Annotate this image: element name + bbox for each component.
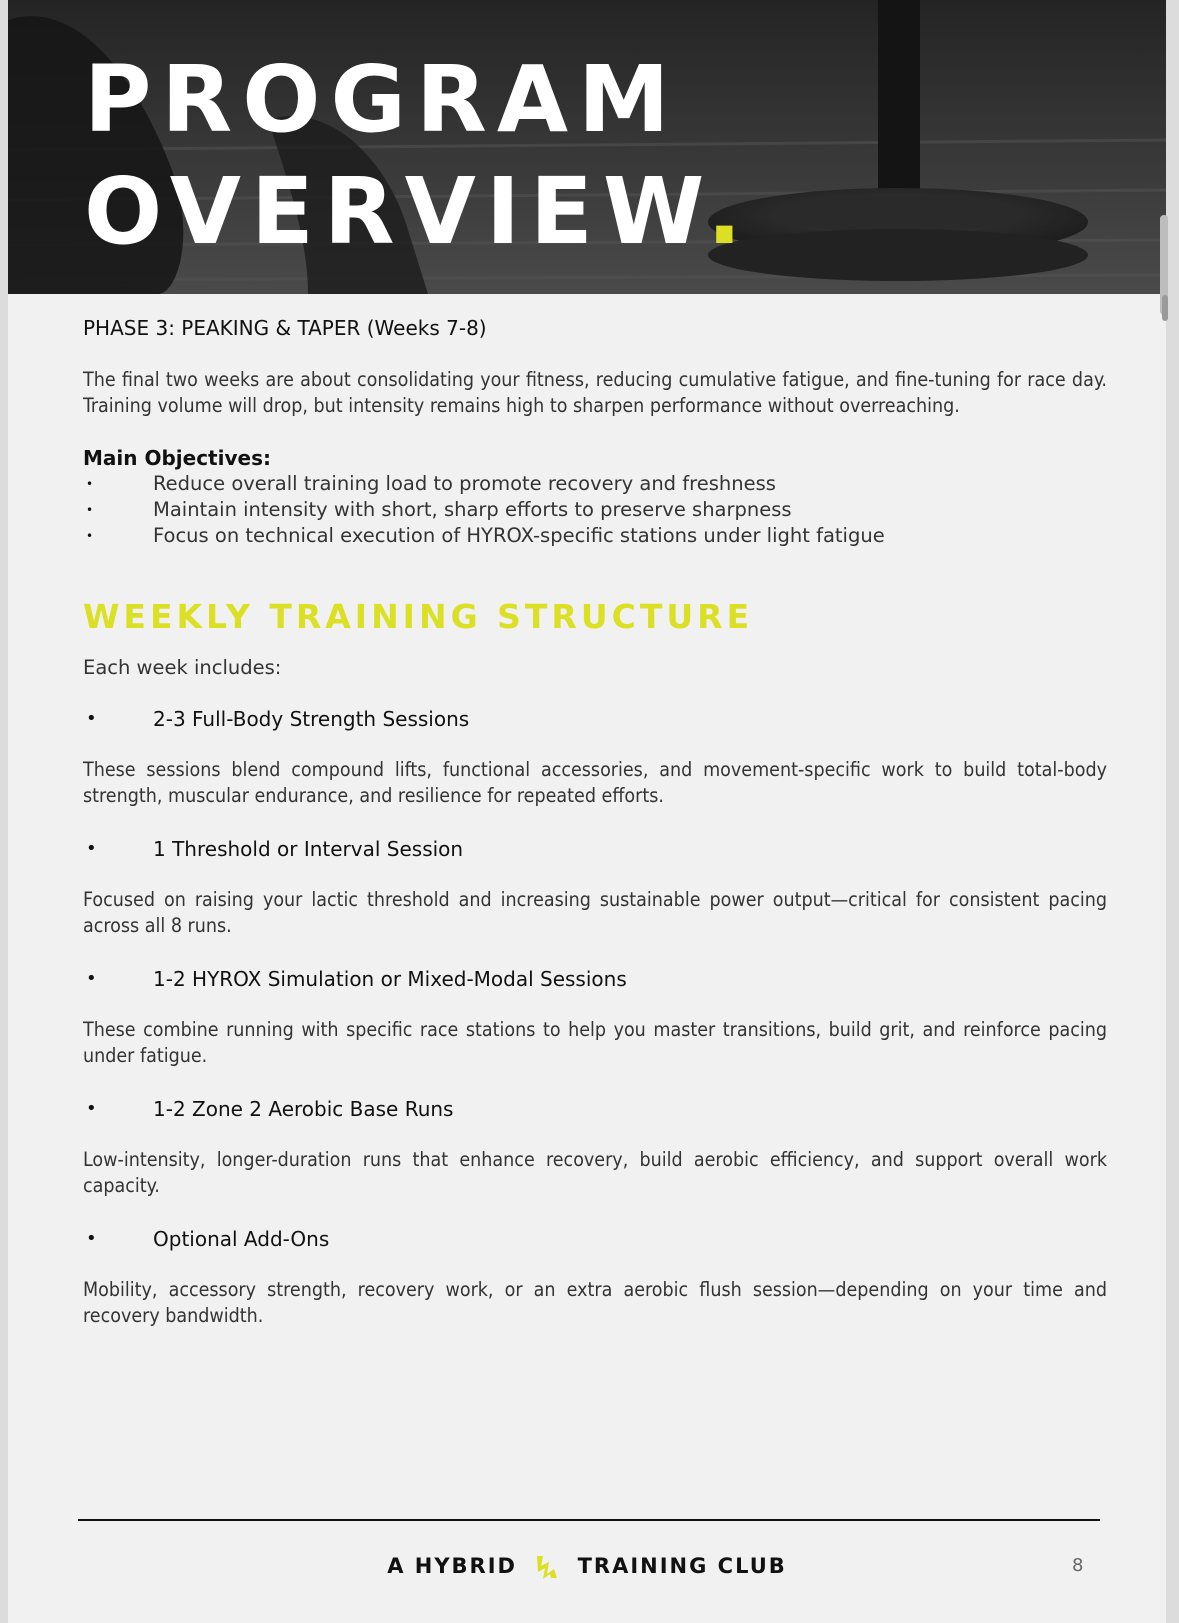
section-intro: Each week includes: [83,656,282,679]
brand-text-right: TRAINING CLUB [577,1554,787,1578]
session-heading-text: 1-2 HYROX Simulation or Mixed-Modal Sessions [153,967,627,991]
title-line-2-text: OVERVIEW [84,158,707,265]
bullet-icon: • [86,708,97,729]
bullet-icon: • [86,529,94,543]
session-heading-text: 1 Threshold or Interval Session [153,837,464,861]
session-heading [83,835,1107,863]
objective-text: Reduce overall training load to promote recovery and freshness [153,472,776,495]
hybrid-logo-icon [532,1552,562,1582]
objective-text: Maintain intensity with short, sharp efforts to preserve sharpness [153,498,792,521]
session-heading-text: Optional Add-Ons [153,1227,330,1251]
header-banner [8,0,1166,294]
phase-description: The final two weeks are about consolidating your fitness, reducing cumulative fatigue, and fine-tuning for race day. Training volume will drop, but intensity remains high to sharpen performance without overreaching. [83,368,1107,417]
main-content [83,314,1107,1355]
session-description: Low-intensity, longer-duration runs that enhance recovery, build aerobic efficiency, and support overall work capacity. [83,1148,1107,1197]
session-heading [83,705,1107,733]
title-line-1: PROGRAM [84,46,680,153]
session-heading [83,1225,1107,1253]
bullet-icon: • [86,1098,97,1119]
session-heading [83,1095,1107,1123]
document-page [8,0,1166,1623]
brand-text-left: A HYBRID [387,1554,517,1578]
session-description: These combine running with specific race stations to help you master transitions, build grit, and reinforce pacing under fatigue. [83,1018,1107,1067]
session-heading-text: 1-2 Zone 2 Aerobic Base Runs [153,1097,454,1121]
phase-heading: PHASE 3: PEAKING & TAPER (Weeks 7-8) [83,316,487,340]
section-title: WEEKLY TRAINING STRUCTURE [83,597,754,636]
scrollbar-thumb[interactable] [1162,295,1168,321]
bullet-icon: • [86,968,97,989]
session-heading [83,965,1107,993]
page-number: 8 [1072,1555,1084,1576]
session-description: Mobility, accessory strength, recovery work, or an extra aerobic flush session—depending on your time and recovery bandwidth. [83,1278,1107,1327]
footer-divider [78,1519,1100,1521]
list-item [83,523,1107,549]
session-description: Focused on raising your lactic threshold and increasing sustainable power output—critical for consistent pacing across all 8 runs. [83,888,1107,937]
session-heading-text: 2-3 Full-Body Strength Sessions [153,707,470,731]
list-item [83,471,1107,497]
bullet-icon: • [86,1228,97,1249]
page-title [84,44,752,268]
title-accent-dot: . [706,158,752,265]
objectives-title: Main Objectives: [83,446,271,470]
list-item [83,497,1107,523]
bullet-icon: • [86,503,94,517]
objective-text: Focus on technical execution of HYROX-specific stations under light fatigue [153,524,885,547]
bullet-icon: • [86,838,97,859]
title-line-2 [84,156,752,268]
session-description: These sessions blend compound lifts, functional accessories, and movement-specific work to build total-body strength, muscular endurance, and resilience for repeated efforts. [83,758,1107,807]
bullet-icon: • [86,477,94,491]
footer-brand [8,1552,1166,1582]
objectives-list [83,471,1107,549]
